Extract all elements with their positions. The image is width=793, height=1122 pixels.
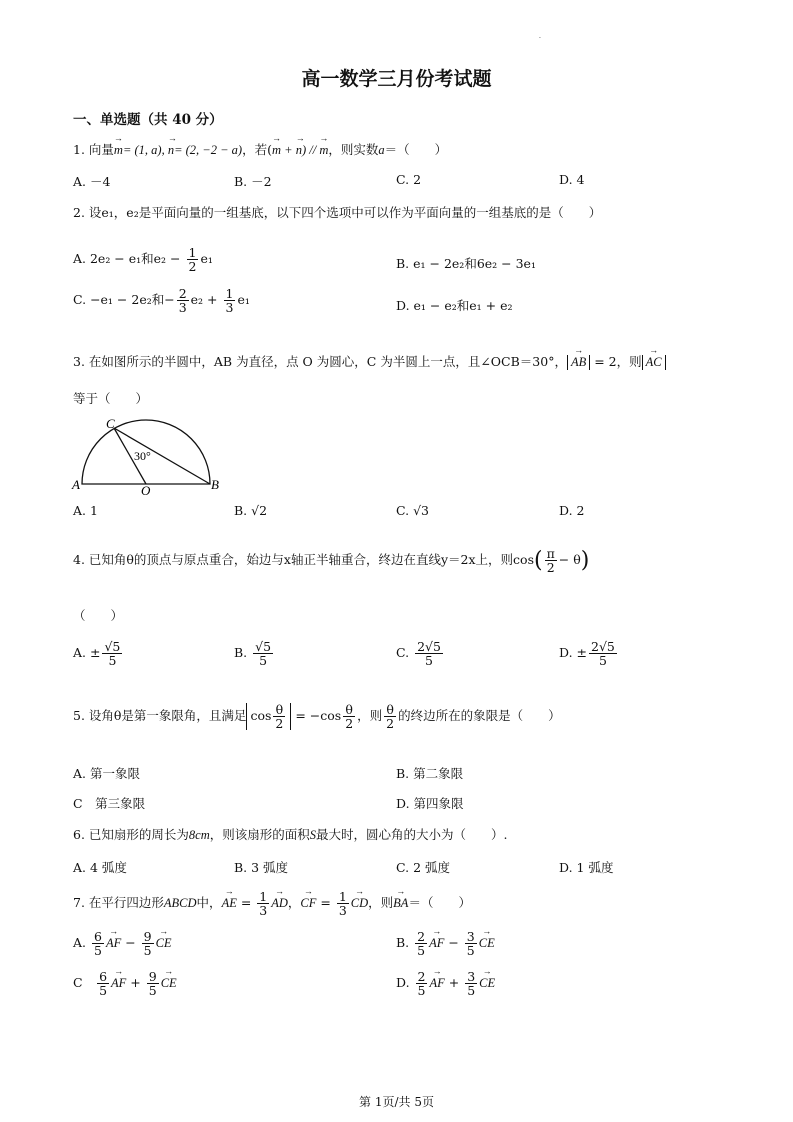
q1-option-b: B. －2 <box>234 174 272 189</box>
q4-option-d: D. ± $\frac{2√5}{5}$ <box>559 639 615 669</box>
q2-option-a: A. 2e₂ − e₁和e₂ − $\frac{1}{2}$ e₁ <box>73 245 213 275</box>
q2-option-c: C. −e₁ − 2e₂和− $\frac{2}{3}$ e₂ + $\frac{1}{3}$ e₁ <box>73 286 250 316</box>
q4-option-a: A. ± $\frac{√5}{5}$ <box>73 639 121 669</box>
q7-option-d: D. $\frac{2}{5}$ → AF + $\frac{3}{5}$ → CE <box>396 970 495 997</box>
q6-option-b: B. 3 弧度 <box>234 860 289 875</box>
q7-option-a: A. $\frac{6}{5}$ → AF − $\frac{9}{5}$ → CE <box>73 930 172 957</box>
page-footer: 第 1页/共 5页 <box>359 1095 434 1109</box>
q3-option-a: A. 1 <box>73 503 98 518</box>
label-c: C <box>106 416 115 431</box>
q7-option-c: C $\frac{6}{5}$ → AF + $\frac{9}{5}$ → CE <box>73 970 177 997</box>
q2-option-d: D. e₁ − e₂和e₁ + e₂ <box>396 298 513 313</box>
label-o: O <box>141 483 151 498</box>
q5-option-d: D. 第四象限 <box>396 796 464 811</box>
question-3-stem: 3. 在如图所示的半圆中，AB 为直径，点 O 为圆心，C 为半圆上一点，且∠OCB＝30°，→ AB = 2，则→ AC <box>73 352 666 370</box>
question-1-stem: 1. 向量→ m= (1, a), → n= (2, −2 − a)，若(→ m + → n) // → m，则实数a＝（ ） <box>73 140 447 158</box>
q5-option-a: A. 第一象限 <box>73 766 140 781</box>
q3-option-d: D. 2 <box>559 503 585 518</box>
q6-option-d: D. 1 弧度 <box>559 860 614 875</box>
question-6-stem: 6. 已知扇形的周长为8cm，则该扇形的面积S最大时，圆心角的大小为（ ）. <box>73 827 508 842</box>
segment-cb <box>114 428 210 484</box>
question-7-stem: 7. 在平行四边形ABCD中，→ AE = $\frac{1}{3}$ → AD，→ CF = $\frac{1}{3}$ → CD，则→ BA＝（ ） <box>73 890 471 917</box>
question-4-stem: 4. 已知角θ的顶点与原点重合，始边与x轴正半轴重合，终边在直线y＝2x上，则cos( $\frac{\pi}{2}$ − θ) <box>73 546 590 576</box>
semicircle-figure <box>70 414 230 499</box>
q2-option-b: B. e₁ − 2e₂和6e₂ − 3e₁ <box>396 256 536 271</box>
q6-option-c: C. 2 弧度 <box>396 860 450 875</box>
stray-dot: . <box>539 33 541 40</box>
label-b: B <box>211 477 219 492</box>
q5-option-c: C 第三象限 <box>73 796 146 811</box>
question-4-paren: （ ） <box>73 608 124 623</box>
q4-option-c: C. $\frac{2√5}{5}$ <box>396 639 441 669</box>
q1-option-c: C. 2 <box>396 172 422 187</box>
page-title: 高一数学三月份考试题 <box>301 68 492 90</box>
q5-option-b: B. 第二象限 <box>396 766 464 781</box>
q3-option-c: C. √3 <box>396 503 429 518</box>
section-heading: 一、单选题（共 40 分） <box>73 112 223 128</box>
question-2-stem: 2. 设e₁，e₂是平面向量的一组基底，以下四个选项中可以作为平面向量的一组基底的是（ ） <box>73 205 602 220</box>
q1-option-a: A. －4 <box>73 174 111 189</box>
question-5-stem: 5. 设角θ是第一象限角，且满足 cos $\frac{\theta}{2}$ = −cos $\frac{\theta}{2}$ ，则 $\frac{\theta}{2}$ 的终边所在的象限是（ ） <box>73 702 561 732</box>
label-30deg: 30° <box>134 449 151 463</box>
q7-option-b: B. $\frac{2}{5}$ → AF − $\frac{3}{5}$ → CE <box>396 930 495 957</box>
q1-option-d: D. 4 <box>559 172 585 187</box>
q4-option-b: B. $\frac{√5}{5}$ <box>234 639 272 669</box>
q3-option-b: B. √2 <box>234 503 268 518</box>
question-3-stem-cont: 等于（ ） <box>73 391 149 406</box>
q6-option-a: A. 4 弧度 <box>73 860 127 875</box>
label-a: A <box>72 477 80 492</box>
